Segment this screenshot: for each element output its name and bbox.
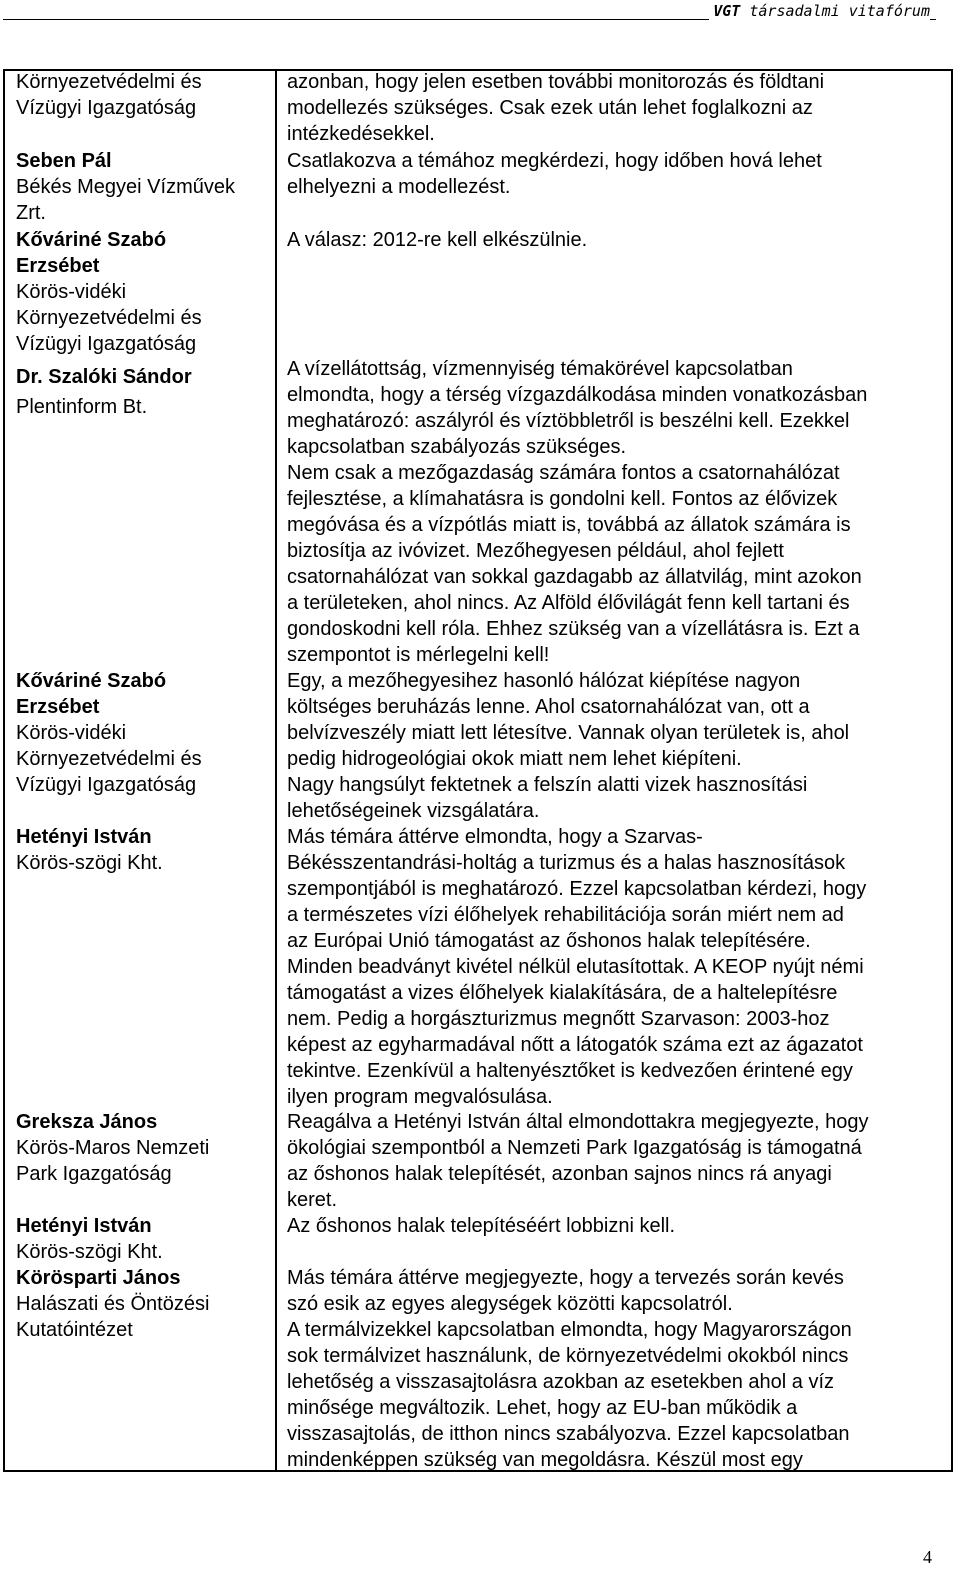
statement-line: az őshonos halak telepítését, azonban sajnos nincs rá anyagi	[287, 1163, 832, 1185]
speaker-org-line: Vízügyi Igazgatóság	[16, 333, 197, 355]
speaker-org-line: Körös-szögi Kht.	[16, 1241, 163, 1263]
statement-line: gondoskodni kell róla. Ehhez szükség van a vízellátásra is. Ezt a	[287, 618, 860, 640]
statement-line: fejlesztése, a klímahatásra is gondolni kell. Fontos az élővizek	[287, 488, 838, 510]
statement-line: az Európai Unió támogatást az őshonos halak telepítésére.	[287, 930, 811, 952]
speaker-name: Erzsébet	[16, 696, 100, 718]
speaker-org-line: Park Igazgatóság	[16, 1163, 172, 1185]
speaker-name: Körösparti János	[16, 1267, 181, 1289]
speaker-org-line: Környezetvédelmi és	[16, 748, 202, 770]
statement-line: lehetőségeinek vizsgálatára.	[287, 800, 540, 822]
statement-line: Más témára áttérve megjegyezte, hogy a tervezés során kevés	[287, 1267, 844, 1289]
speaker-block-1	[16, 69, 266, 121]
statement-line: Egy, a mezőhegyesihez hasonló hálózat kiépítése nagyon	[287, 670, 801, 692]
statement-line: Nagy hangsúlyt fektetnek a felszín alatti vizek hasznosítási	[287, 774, 808, 796]
statement-line: elmondta, hogy a térség vízgazdálkodása minden vonatkozásban	[287, 384, 868, 406]
page-header	[0, 0, 960, 30]
speaker-name: Hetényi István	[16, 1215, 152, 1237]
statement-line: Más témára áttérve elmondta, hogy a Szarvas-	[287, 826, 703, 848]
statement-line: visszasajtolás, de itthon nincs szabályozva. Ezzel kapcsolatban	[287, 1423, 850, 1445]
statement-line: szempontot is mérlegelni kell!	[287, 644, 550, 666]
statement-line: ökológiai szempontból a Nemzeti Park Igazgatóság is támogatná	[287, 1137, 862, 1159]
statement-line: a természetes vízi élőhelyek rehabilitációja során miért nem ad	[287, 904, 844, 926]
statement-line: Az őshonos halak telepítéséért lobbizni kell.	[287, 1215, 676, 1237]
speaker-name: Dr. Szalóki Sándor	[16, 366, 192, 388]
statement-line: minősége megváltozik. Lehet, hogy az EU-ban működik a	[287, 1397, 798, 1419]
speaker-org-line: Körös-vidéki	[16, 722, 127, 744]
statement-line: elhelyezni a modellezést.	[287, 176, 511, 198]
statement-line: szempontjából is meghatározó. Ezzel kapcsolatban kérdezi, hogy	[287, 878, 867, 900]
statement-line: Minden beadványt kivétel nélkül elutasítottak. A KEOP nyújt némi	[287, 956, 864, 978]
speaker-name: Seben Pál	[16, 150, 112, 172]
page-number: 4	[923, 1547, 932, 1567]
statement-line: keret.	[287, 1189, 338, 1211]
statement-line: A válasz: 2012-re kell elkészülnie.	[287, 229, 588, 251]
speaker-name: Kőváriné Szabó	[16, 670, 167, 692]
statement-line: A termálvizekkel kapcsolatban elmondta, hogy Magyarországon	[287, 1319, 852, 1341]
statement-8	[287, 1213, 947, 1239]
speaker-block-4	[16, 364, 266, 420]
statement-line: biztosítja az ivóvizet. Mezőhegyesen például, ahol fejlett	[287, 540, 784, 562]
statement-2	[287, 148, 947, 200]
statement-line: támogatást a vizes élőhelyek kialakítására, de a haltelepítésre	[287, 982, 838, 1004]
speaker-org-line: Körös-Maros Nemzeti	[16, 1137, 210, 1159]
speaker-name: Erzsébet	[16, 255, 100, 277]
speaker-org-line: Környezetvédelmi és	[16, 71, 202, 93]
speaker-block-2	[16, 148, 266, 226]
statement-7	[287, 1109, 947, 1213]
statement-line: A vízellátottság, vízmennyiség témakörével kapcsolatban	[287, 358, 793, 380]
speaker-block-7	[16, 1109, 266, 1187]
header-title	[709, 2, 930, 20]
statement-line: költséges beruházás lenne. Ahol csatornahálózat van, ott a	[287, 696, 810, 718]
statement-line: a területeken, ahol nincs. Az Alföld élővilágát fenn kell tartani és	[287, 592, 850, 614]
statement-line: megóvása és a vízpótlás miatt is, továbbá az állatok számára is	[287, 514, 851, 536]
statement-line: Reagálva a Hetényi István által elmondottakra megjegyezte, hogy	[287, 1111, 869, 1133]
header-brand: VGT	[713, 2, 741, 20]
statement-line: tekintve. Ezenkívül a haltenyésztőket is kedvezően érintené egy	[287, 1060, 853, 1082]
speaker-org-line: Körös-szögi Kht.	[16, 852, 163, 874]
speaker-org-line: Vízügyi Igazgatóság	[16, 97, 197, 119]
speaker-org-line: Plentinform Bt.	[16, 396, 148, 418]
speaker-block-8	[16, 1213, 266, 1265]
statement-9	[287, 1265, 947, 1473]
statement-line: Nem csak a mezőgazdaság számára fontos a csatornahálózat	[287, 462, 840, 484]
speaker-block-5	[16, 668, 266, 798]
speaker-org-line: Vízügyi Igazgatóság	[16, 774, 197, 796]
statement-line: azonban, hogy jelen esetben további monitorozás és földtani	[287, 71, 825, 93]
speaker-name: Greksza János	[16, 1111, 158, 1133]
statement-line: kapcsolatban szabályozás szükséges.	[287, 436, 627, 458]
header-subtitle: társadalmi vitafórum	[740, 2, 930, 20]
statement-line: modellezés szükséges. Csak ezek után lehet foglalkozni az	[287, 97, 813, 119]
statement-4	[287, 356, 947, 668]
statement-line: nem. Pedig a horgászturizmus megnőtt Szarvason: 2003-hoz	[287, 1008, 830, 1030]
speaker-name: Kőváriné Szabó	[16, 229, 167, 251]
speaker-org-line: Körös-vidéki	[16, 281, 127, 303]
statement-line: sok termálvizet használunk, de környezetvédelmi okokból nincs	[287, 1345, 849, 1367]
statement-line: meghatározó: aszályról és víztöbbletről is beszélni kell. Ezekkel	[287, 410, 850, 432]
statement-line: lehetőség a visszasajtolásra azokban az esetekben ahol a víz	[287, 1371, 835, 1393]
speaker-org-line: Zrt.	[16, 202, 46, 224]
statement-line: belvízveszély miatt lett létesítve. Vannak olyan területek is, ahol	[287, 722, 850, 744]
statement-6	[287, 824, 947, 1110]
speaker-org-line: Békés Megyei Vízművek	[16, 176, 235, 198]
statement-line: Békésszentandrási-holtág a turizmus és a halas hasznosítások	[287, 852, 846, 874]
statement-5	[287, 668, 947, 824]
statement-line: Csatlakozva a témához megkérdezi, hogy időben hová lehet	[287, 150, 822, 172]
speaker-org-line: Környezetvédelmi és	[16, 307, 202, 329]
statement-line: pedig hidrogeológiai okok miatt nem lehet kiépíteni.	[287, 748, 742, 770]
statement-1	[287, 69, 947, 147]
speaker-block-9	[16, 1265, 266, 1343]
statement-line: szó esik az egyes alegységek közötti kapcsolatról.	[287, 1293, 733, 1315]
speaker-block-6	[16, 824, 266, 876]
column-divider	[275, 69, 277, 1472]
speaker-org-line: Halászati és Öntözési	[16, 1293, 210, 1315]
statement-3	[287, 227, 947, 253]
speaker-org-line: Kutatóintézet	[16, 1319, 133, 1341]
statement-line: csatornahálózat van sokkal gazdagabb az állatvilág, mint azokon	[287, 566, 862, 588]
statement-line: képest az egyharmadával nőtt a látogatók száma ezt az ágazatot	[287, 1034, 863, 1056]
statement-line: ilyen program megvalósulása.	[287, 1086, 553, 1108]
statement-line: mindenképpen szükség van megoldásra. Készül most egy	[287, 1449, 803, 1471]
speaker-block-3	[16, 227, 266, 357]
statement-line: intézkedésekkel.	[287, 123, 435, 145]
speaker-name: Hetényi István	[16, 826, 152, 848]
